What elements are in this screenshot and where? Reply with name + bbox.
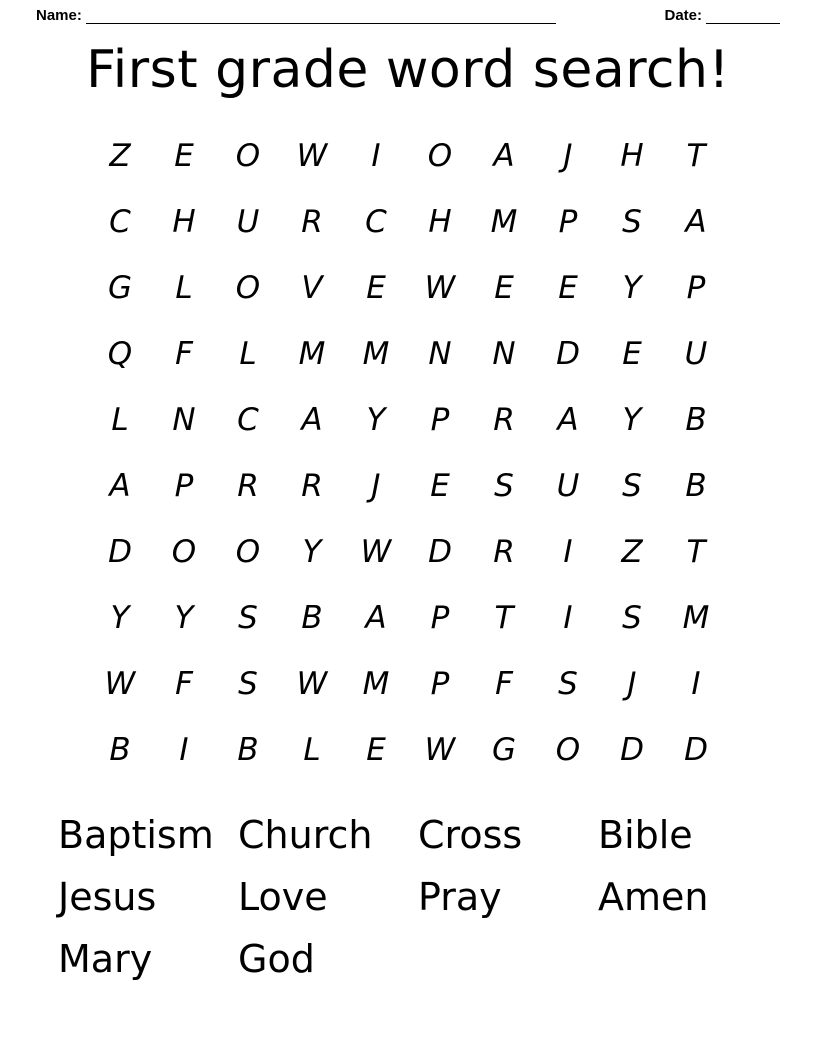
grid-cell[interactable]: O xyxy=(171,534,197,571)
grid-cell[interactable]: U xyxy=(556,468,580,505)
grid-cell[interactable]: H xyxy=(620,138,644,175)
grid-cell[interactable]: V xyxy=(301,270,323,307)
grid-cell[interactable]: F xyxy=(175,666,193,703)
grid-cell[interactable]: Z xyxy=(621,534,643,571)
date-input-line[interactable] xyxy=(706,10,780,24)
word-list-item[interactable]: Church xyxy=(238,813,373,858)
grid-cell[interactable]: A xyxy=(493,138,515,175)
grid-cell[interactable]: E xyxy=(558,270,578,307)
word-list-item[interactable]: Mary xyxy=(58,937,153,982)
grid-cell[interactable]: I xyxy=(563,600,573,637)
grid-cell[interactable]: A xyxy=(685,204,707,241)
word-list-item[interactable]: Bible xyxy=(598,813,693,858)
word-list-item[interactable]: God xyxy=(238,937,315,982)
grid-cell[interactable]: W xyxy=(424,732,456,769)
word-list-item[interactable]: Amen xyxy=(598,875,709,920)
grid-cell[interactable]: E xyxy=(622,336,642,373)
grid-cell[interactable]: G xyxy=(491,732,517,769)
date-label: Date: xyxy=(664,7,702,24)
word-list-item[interactable]: Jesus xyxy=(58,875,157,920)
grid-cell[interactable]: P xyxy=(430,600,450,637)
grid-cell[interactable]: S xyxy=(622,204,642,241)
grid-cell[interactable]: N xyxy=(492,336,516,373)
grid-cell[interactable]: W xyxy=(296,666,328,703)
grid-cell[interactable]: S xyxy=(238,600,258,637)
grid-cell[interactable]: W xyxy=(296,138,328,175)
grid-cell[interactable]: L xyxy=(111,402,129,439)
grid-cell[interactable]: B xyxy=(685,402,707,439)
grid-cell[interactable]: Y xyxy=(302,534,322,571)
grid-cell[interactable]: L xyxy=(303,732,321,769)
grid-cell[interactable]: S xyxy=(622,600,642,637)
grid-cell[interactable]: T xyxy=(686,138,706,175)
date-field-group xyxy=(664,8,780,24)
grid-cell[interactable]: N xyxy=(172,402,196,439)
word-search-grid xyxy=(88,123,728,783)
grid-cell[interactable]: Z xyxy=(109,138,131,175)
grid-cell[interactable]: O xyxy=(235,534,261,571)
grid-cell[interactable]: E xyxy=(366,270,386,307)
grid-cell[interactable]: I xyxy=(371,138,381,175)
word-list xyxy=(58,805,758,989)
grid-cell[interactable]: M xyxy=(362,336,390,373)
grid-cell[interactable]: D xyxy=(620,732,644,769)
grid-cell[interactable]: C xyxy=(237,402,259,439)
grid-cell[interactable]: J xyxy=(563,138,573,175)
grid-cell[interactable]: W xyxy=(104,666,136,703)
grid-cell[interactable]: A xyxy=(557,402,579,439)
grid-cell[interactable]: Y xyxy=(174,600,194,637)
grid-cell[interactable]: E xyxy=(174,138,194,175)
grid-cell[interactable]: M xyxy=(298,336,326,373)
grid-cell[interactable]: F xyxy=(175,336,193,373)
grid-cell[interactable]: D xyxy=(428,534,452,571)
grid-cell[interactable]: A xyxy=(301,402,323,439)
word-list-item xyxy=(418,929,598,989)
grid-cell[interactable]: B xyxy=(685,468,707,505)
grid-cell[interactable]: I xyxy=(563,534,573,571)
grid-cell[interactable]: T xyxy=(686,534,706,571)
grid-cell[interactable]: M xyxy=(490,204,518,241)
grid-cell[interactable]: C xyxy=(109,204,131,241)
name-input-line[interactable] xyxy=(86,10,556,24)
grid-cell[interactable]: R xyxy=(301,468,323,505)
name-label: Name: xyxy=(36,7,82,24)
grid-cell[interactable]: C xyxy=(365,204,387,241)
grid-cell[interactable]: U xyxy=(684,336,708,373)
grid-cell[interactable]: D xyxy=(556,336,580,373)
grid-cell[interactable]: J xyxy=(627,666,637,703)
grid-cell[interactable]: P xyxy=(430,666,450,703)
grid-cell[interactable]: L xyxy=(175,270,193,307)
grid-cell[interactable]: D xyxy=(684,732,708,769)
grid-cell[interactable]: G xyxy=(107,270,133,307)
grid-cell[interactable]: Y xyxy=(622,402,642,439)
grid-cell[interactable]: S xyxy=(558,666,578,703)
page-title: First grade word search! xyxy=(86,40,730,100)
grid-cell[interactable]: P xyxy=(430,402,450,439)
grid-cell[interactable]: Y xyxy=(622,270,642,307)
grid-cell[interactable]: E xyxy=(494,270,514,307)
grid-cell[interactable]: D xyxy=(108,534,132,571)
word-list-item[interactable]: Cross xyxy=(418,813,523,858)
grid-cell[interactable]: O xyxy=(427,138,453,175)
word-list-item xyxy=(598,929,758,989)
grid-cell[interactable]: H xyxy=(428,204,452,241)
grid-cell[interactable]: A xyxy=(109,468,131,505)
grid-cell[interactable]: L xyxy=(239,336,257,373)
grid-cell[interactable]: R xyxy=(493,402,515,439)
grid-cell[interactable]: R xyxy=(493,534,515,571)
grid-cell[interactable]: Y xyxy=(366,402,386,439)
grid-cell[interactable]: P xyxy=(174,468,194,505)
grid-cell[interactable]: Q xyxy=(107,336,133,373)
grid-cell[interactable]: S xyxy=(238,666,258,703)
grid-cell[interactable]: H xyxy=(172,204,196,241)
grid-cell[interactable]: I xyxy=(179,732,189,769)
word-list-item[interactable]: Pray xyxy=(418,875,502,920)
word-list-item[interactable]: Love xyxy=(238,875,328,920)
name-field-group xyxy=(36,8,556,24)
grid-cell[interactable]: Y xyxy=(110,600,130,637)
grid-cell[interactable]: A xyxy=(365,600,387,637)
grid-cell[interactable]: W xyxy=(360,534,392,571)
grid-cell[interactable]: N xyxy=(428,336,452,373)
grid-cell[interactable]: O xyxy=(555,732,581,769)
grid-cell[interactable]: R xyxy=(301,204,323,241)
grid-cell[interactable]: M xyxy=(362,666,390,703)
grid-cell[interactable]: S xyxy=(494,468,514,505)
grid-cell[interactable]: F xyxy=(495,666,513,703)
worksheet-header xyxy=(36,6,780,24)
grid-cell[interactable]: O xyxy=(235,138,261,175)
word-list-item[interactable]: Baptism xyxy=(58,813,214,858)
grid-cell[interactable]: S xyxy=(622,468,642,505)
grid-cell[interactable]: E xyxy=(366,732,386,769)
grid-cell[interactable]: B xyxy=(109,732,131,769)
grid-cell[interactable]: M xyxy=(682,600,710,637)
grid-cell[interactable]: P xyxy=(558,204,578,241)
grid-cell[interactable]: E xyxy=(430,468,450,505)
grid-cell[interactable]: W xyxy=(424,270,456,307)
grid-cell[interactable]: O xyxy=(235,270,261,307)
grid-cell[interactable]: B xyxy=(301,600,323,637)
grid-cell[interactable]: T xyxy=(494,600,514,637)
grid-cell[interactable]: J xyxy=(371,468,381,505)
grid-cell[interactable]: P xyxy=(686,270,706,307)
grid-cell[interactable]: B xyxy=(237,732,259,769)
grid-cell[interactable]: R xyxy=(237,468,259,505)
grid-cell[interactable]: U xyxy=(236,204,260,241)
grid-cell[interactable]: I xyxy=(691,666,701,703)
